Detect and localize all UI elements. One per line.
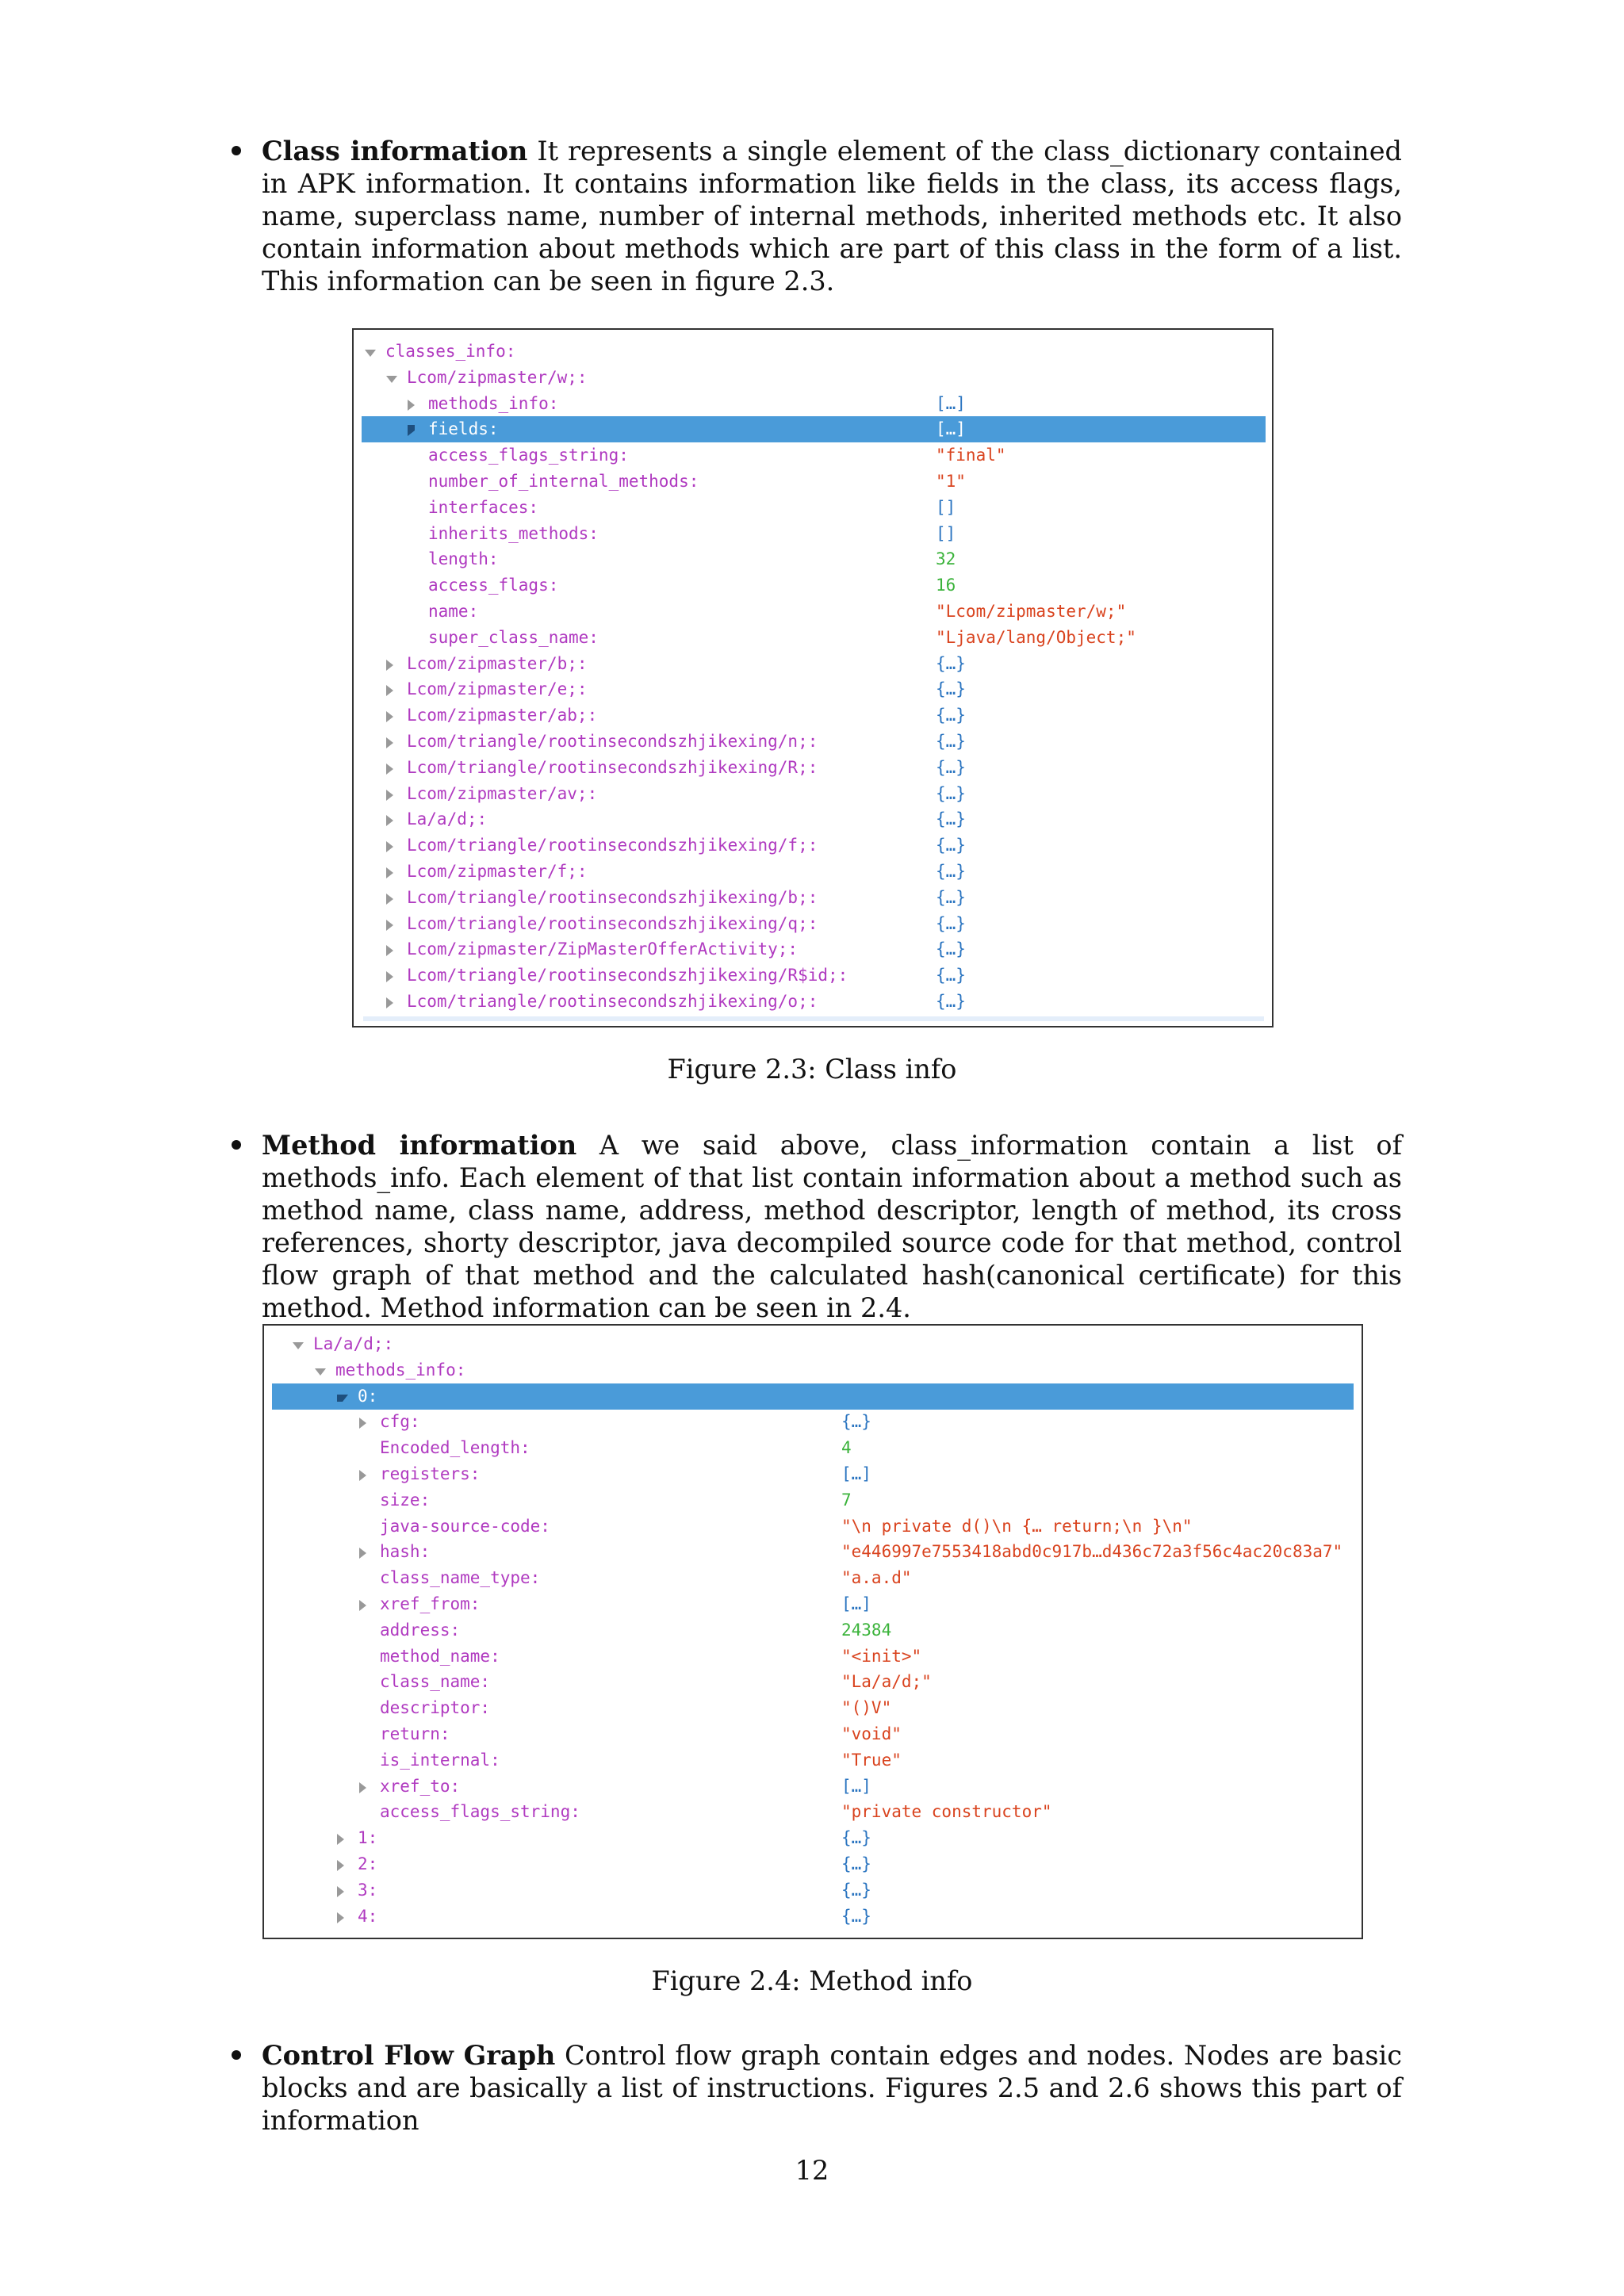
tree-key: access_flags_string:	[428, 446, 629, 465]
tree-value: 24384	[841, 1620, 892, 1640]
tree-key: Lcom/zipmaster/b;:	[407, 653, 588, 673]
tree-key: La/a/d;:	[313, 1334, 394, 1353]
tree-value: "private constructor"	[841, 1802, 1052, 1822]
method-information-paragraph	[262, 1129, 1402, 1324]
tree-value: 7	[841, 1490, 852, 1510]
tree-row[interactable]	[354, 911, 1272, 937]
collapse-arrow-icon[interactable]	[359, 1782, 366, 1793]
tree-key: 4:	[358, 1906, 378, 1926]
tree-key: method_name:	[380, 1646, 500, 1666]
tree-value: {…}	[936, 862, 966, 881]
tree-row[interactable]	[264, 1851, 1362, 1877]
tree-row[interactable]	[264, 1487, 1362, 1513]
collapse-arrow-icon[interactable]	[386, 685, 393, 696]
expand-arrow-icon[interactable]	[386, 376, 397, 383]
tree-row[interactable]	[354, 676, 1272, 702]
tree-row[interactable]	[264, 1357, 1362, 1383]
collapse-arrow-icon[interactable]	[337, 1912, 344, 1923]
tree-value: 4	[841, 1438, 852, 1458]
tree-row[interactable]	[264, 1747, 1362, 1774]
tree-key: Lcom/zipmaster/f;:	[407, 862, 588, 881]
class-info-figure	[352, 328, 1274, 1027]
tree-key: inherits_methods:	[428, 523, 599, 543]
collapse-arrow-icon[interactable]	[408, 425, 415, 436]
tree-row[interactable]	[354, 755, 1272, 781]
tree-value: "<init>"	[841, 1646, 922, 1666]
tree-key: cfg:	[380, 1412, 420, 1432]
tree-key: 3:	[358, 1880, 378, 1900]
tree-key: xref_from:	[380, 1594, 481, 1613]
tree-row[interactable]	[264, 1904, 1362, 1930]
tree-key: descriptor:	[380, 1698, 491, 1718]
tree-value: {…}	[936, 783, 966, 803]
tree-value: […]	[841, 1594, 871, 1613]
tree-key: hash:	[380, 1542, 431, 1562]
figure-2-3-caption: Figure 2.3: Class info	[667, 1054, 957, 1085]
collapse-arrow-icon[interactable]	[386, 841, 393, 852]
tree-row[interactable]	[264, 1799, 1362, 1825]
collapse-arrow-icon[interactable]	[386, 945, 393, 956]
tree-key: interfaces:	[428, 497, 539, 517]
tree-value: "a.a.d"	[841, 1568, 912, 1588]
collapse-arrow-icon[interactable]	[359, 1418, 366, 1429]
tree-key: class_name_type:	[380, 1568, 541, 1588]
control-flow-graph-paragraph	[262, 2039, 1402, 2137]
collapse-arrow-icon[interactable]	[337, 1886, 344, 1897]
tree-value: {…}	[936, 939, 966, 959]
tree-row[interactable]	[354, 859, 1272, 885]
tree-key: methods_info:	[428, 393, 559, 413]
tree-value: "La/a/d;"	[841, 1672, 932, 1692]
tree-value: {…}	[936, 992, 966, 1011]
bullet-icon	[232, 2050, 241, 2060]
tree-value: {…}	[936, 887, 966, 907]
tree-key: registers:	[380, 1464, 481, 1483]
tree-row[interactable]	[354, 832, 1272, 859]
tree-key: Lcom/zipmaster/e;:	[407, 679, 588, 699]
tree-row[interactable]	[354, 962, 1272, 989]
tree-row[interactable]	[354, 495, 1272, 521]
tree-row[interactable]	[354, 546, 1272, 572]
tree-row[interactable]	[264, 1409, 1362, 1435]
class-information-paragraph	[262, 135, 1402, 297]
tree-key: 0:	[358, 1386, 378, 1406]
tree-key: Lcom/triangle/rootinsecondszhjikexing/R$id;:	[407, 966, 848, 985]
expand-arrow-icon[interactable]	[293, 1342, 304, 1349]
class-information-body: It represents a single element of the class_dictionary contained in APK information. It contains information like fields in the class, its access flags, name, superclass name, number of internal methods, inherited methods etc. It also contain information about methods which are part of this class in the form of a list. This information can be seen in figure 2.3.	[262, 136, 1402, 297]
collapse-arrow-icon[interactable]	[386, 920, 393, 931]
tree-key: La/a/d;:	[407, 809, 488, 829]
tree-value: []	[936, 497, 956, 517]
tree-key: size:	[380, 1490, 431, 1510]
method-info-figure	[262, 1324, 1363, 1939]
tree-value: {…}	[936, 679, 966, 699]
tree-value: "Ljava/lang/Object;"	[936, 627, 1136, 647]
collapse-arrow-icon[interactable]	[386, 867, 393, 878]
tree-value: 16	[936, 576, 956, 595]
tree-value: "\n private d()\n {… return;\n }\n"	[841, 1516, 1193, 1536]
tree-key: Lcom/zipmaster/av;:	[407, 783, 598, 803]
tree-row[interactable]	[354, 885, 1272, 911]
tree-key: Lcom/triangle/rootinsecondszhjikexing/o;:	[407, 992, 818, 1011]
tree-key: java-source-code:	[380, 1516, 550, 1536]
method-information-heading: Method information	[262, 1130, 577, 1161]
tree-value: {…}	[841, 1906, 871, 1926]
tree-row[interactable]	[264, 1825, 1362, 1851]
collapse-arrow-icon[interactable]	[359, 1600, 366, 1611]
collapse-arrow-icon[interactable]	[386, 763, 393, 775]
tree-row[interactable]	[264, 1461, 1362, 1487]
tree-key: Lcom/triangle/rootinsecondszhjikexing/b;:	[407, 887, 818, 907]
tree-value: {…}	[936, 966, 966, 985]
tree-key: Lcom/triangle/rootinsecondszhjikexing/n;:	[407, 732, 818, 751]
tree-key: classes_info:	[385, 342, 516, 361]
tree-row[interactable]	[264, 1539, 1362, 1565]
tree-value: {…}	[936, 706, 966, 725]
tree-key: return:	[380, 1724, 450, 1743]
tree-key: 1:	[358, 1828, 378, 1848]
tree-key: Lcom/zipmaster/ZipMasterOfferActivity;:	[407, 939, 799, 959]
tree-row[interactable]	[264, 1877, 1362, 1904]
tree-value: {…}	[841, 1880, 871, 1900]
figure-2-4-caption: Figure 2.4: Method info	[651, 1965, 973, 1996]
tree-row[interactable]	[354, 989, 1272, 1015]
tree-row[interactable]	[354, 339, 1272, 365]
tree-value: {…}	[936, 809, 966, 829]
tree-row[interactable]	[354, 651, 1272, 677]
tree-key: methods_info:	[335, 1360, 466, 1380]
tree-row[interactable]	[264, 1513, 1362, 1540]
tree-key: Lcom/zipmaster/w;:	[407, 367, 588, 387]
tree-key: Lcom/triangle/rootinsecondszhjikexing/R;:	[407, 757, 818, 777]
tree-value: {…}	[936, 732, 966, 751]
tree-row[interactable]	[354, 702, 1272, 729]
tree-value: […]	[936, 419, 966, 439]
tree-value: {…}	[841, 1412, 871, 1432]
tree-row[interactable]	[354, 365, 1272, 391]
tree-value: […]	[841, 1464, 871, 1483]
tree-key: Lcom/triangle/rootinsecondszhjikexing/q;:	[407, 913, 818, 933]
collapse-arrow-icon[interactable]	[359, 1470, 366, 1481]
class-information-heading: Class information	[262, 136, 528, 166]
tree-key: length:	[428, 549, 499, 569]
tree-key: name:	[428, 602, 479, 621]
tree-key: access_flags:	[428, 576, 559, 595]
tree-key: is_internal:	[380, 1750, 500, 1770]
collapse-arrow-icon[interactable]	[386, 971, 393, 982]
tree-key: address:	[380, 1620, 461, 1640]
control-flow-graph-heading: Control Flow Graph	[262, 2040, 556, 2071]
tree-row[interactable]	[264, 1669, 1362, 1695]
tree-key: super_class_name:	[428, 627, 599, 647]
tree-row[interactable]	[354, 572, 1272, 599]
collapse-arrow-icon[interactable]	[386, 737, 393, 748]
tree-value: {…}	[841, 1828, 871, 1848]
tree-row[interactable]	[264, 1774, 1362, 1800]
tree-row[interactable]	[264, 1331, 1362, 1357]
tree-row[interactable]	[354, 469, 1272, 495]
collapse-arrow-icon[interactable]	[386, 660, 393, 671]
collapse-arrow-icon[interactable]	[408, 400, 415, 411]
bullet-icon	[232, 146, 241, 155]
collapse-arrow-icon[interactable]	[386, 711, 393, 722]
tree-row[interactable]	[264, 1695, 1362, 1721]
tree-row[interactable]	[362, 416, 1266, 442]
page-number: 12	[795, 2155, 829, 2186]
tree-value: {…}	[936, 836, 966, 855]
tree-row[interactable]	[354, 391, 1272, 417]
bullet-icon	[232, 1140, 241, 1150]
tree-row[interactable]	[264, 1565, 1362, 1591]
collapse-arrow-icon[interactable]	[386, 790, 393, 801]
tree-value: "()V"	[841, 1698, 892, 1718]
tree-row[interactable]	[354, 442, 1272, 469]
tree-key: Encoded_length:	[380, 1438, 530, 1458]
tree-value: 32	[936, 549, 956, 569]
tree-row[interactable]	[354, 599, 1272, 625]
tree-key: Lcom/zipmaster/ab;:	[407, 706, 598, 725]
expand-arrow-icon[interactable]	[337, 1395, 348, 1402]
collapse-arrow-icon[interactable]	[386, 894, 393, 905]
collapse-arrow-icon[interactable]	[386, 997, 393, 1008]
tree-value: {…}	[936, 653, 966, 673]
expand-arrow-icon[interactable]	[365, 350, 376, 357]
tree-row[interactable]	[264, 1644, 1362, 1670]
tree-key: fields:	[428, 419, 499, 439]
tree-row[interactable]	[264, 1721, 1362, 1747]
tree-value: "e446997e7553418abd0c917b…d436c72a3f56c4ac20c83a7"	[841, 1542, 1343, 1562]
tree-value: {…}	[936, 757, 966, 777]
tree-row[interactable]	[354, 936, 1272, 962]
tree-value: "True"	[841, 1750, 902, 1770]
tree-row[interactable]	[264, 1617, 1362, 1644]
tree-row[interactable]	[264, 1591, 1362, 1617]
collapse-arrow-icon[interactable]	[386, 815, 393, 826]
tree-value: […]	[841, 1776, 871, 1796]
expand-arrow-icon[interactable]	[315, 1368, 326, 1376]
tree-key: number_of_internal_methods:	[428, 472, 699, 491]
tree-row[interactable]	[264, 1435, 1362, 1461]
tree-value: {…}	[936, 913, 966, 933]
control-flow-graph-body: Control flow graph contain edges and nodes. Nodes are basic blocks and are basically a list of instructions. Figures 2.5 and 2.6 shows this part of information	[262, 2040, 1402, 2136]
tree-value: "void"	[841, 1724, 902, 1743]
tree-value: […]	[936, 393, 966, 413]
method-information-body: A we said above, class_information contain a list of methods_info. Each element of that list contain information about a method such as method name, class name, address, method descriptor, length of method, its cross references, shorty descriptor, java decompiled source code for that method, control flow graph of that method and the calculated hash(canonical certificate) for this method. Method information can be seen in 2.4.	[262, 1130, 1402, 1323]
scroll-edge-strip	[363, 1016, 1264, 1021]
tree-row[interactable]	[354, 781, 1272, 807]
tree-value: []	[936, 523, 956, 543]
collapse-arrow-icon[interactable]	[337, 1834, 344, 1845]
tree-value: "Lcom/zipmaster/w;"	[936, 602, 1127, 621]
tree-value: "1"	[936, 472, 966, 491]
collapse-arrow-icon[interactable]	[337, 1860, 344, 1871]
tree-value: "final"	[936, 446, 1006, 465]
tree-row[interactable]	[272, 1383, 1354, 1410]
tree-row[interactable]	[354, 521, 1272, 547]
tree-row[interactable]	[354, 625, 1272, 651]
tree-row[interactable]	[354, 729, 1272, 755]
tree-key: xref_to:	[380, 1776, 461, 1796]
tree-key: access_flags_string:	[380, 1802, 580, 1822]
tree-value: {…}	[841, 1854, 871, 1873]
tree-key: Lcom/triangle/rootinsecondszhjikexing/f;:	[407, 836, 818, 855]
tree-row[interactable]	[354, 806, 1272, 832]
collapse-arrow-icon[interactable]	[359, 1548, 366, 1559]
tree-key: 2:	[358, 1854, 378, 1873]
tree-key: class_name:	[380, 1672, 491, 1692]
